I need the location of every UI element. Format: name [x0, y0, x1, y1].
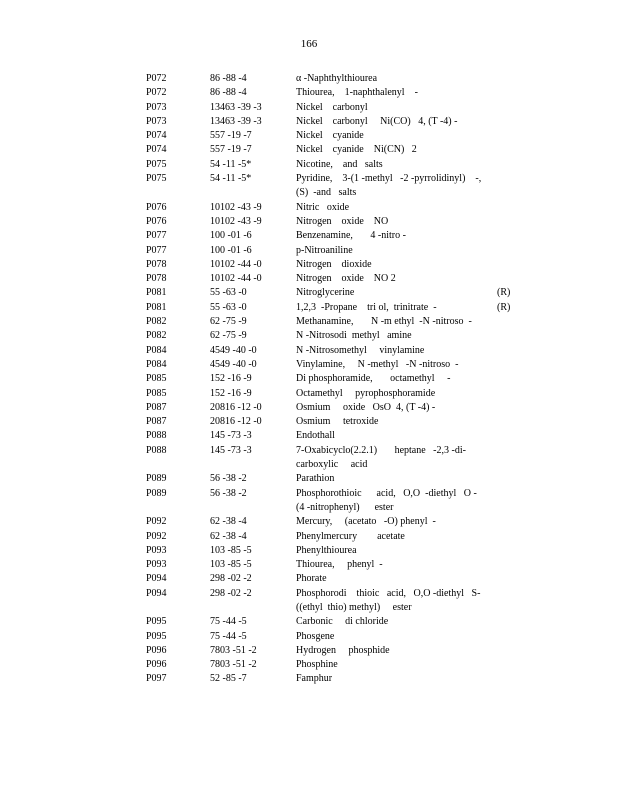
- substance-name: α -Naphthylthiourea: [296, 73, 378, 84]
- reactivity-flag: (R): [497, 287, 511, 299]
- cas-number: 62 -38 -4: [210, 516, 247, 528]
- table-row: [146, 158, 526, 172]
- cas-number: 62 -75 -9: [210, 316, 247, 328]
- table-row: [146, 215, 526, 229]
- waste-code: P082: [146, 316, 167, 328]
- waste-code: P078: [146, 258, 167, 270]
- substance-name: Nickel cyanide: [296, 130, 364, 142]
- table-row: [146, 329, 526, 343]
- waste-code: P096: [146, 644, 167, 656]
- table-row: [146, 201, 526, 215]
- substance-name: N -Nitrosodi methyl amine: [296, 330, 412, 342]
- substance-name: Benzenamine, 4 -nitro -: [296, 230, 406, 242]
- table-row: [146, 101, 526, 115]
- waste-code: P076: [146, 215, 167, 227]
- waste-code: P088: [146, 444, 167, 456]
- table-row: [146, 530, 526, 544]
- waste-code: P088: [146, 430, 167, 442]
- waste-code: P097: [146, 673, 167, 685]
- table-row: [146, 72, 526, 86]
- substance-name: Di phosphoramide, octamethyl -: [296, 373, 451, 385]
- substance-name: Famphur: [296, 673, 333, 685]
- substance-name: Nitroglycerine: [296, 287, 355, 299]
- table-row: [146, 644, 526, 658]
- substance-name: Endothall: [296, 430, 335, 442]
- waste-code: P082: [146, 330, 167, 342]
- cas-number: 52 -85 -7: [210, 673, 247, 685]
- waste-code: P072: [146, 73, 167, 84]
- cas-number: 10102 -43 -9: [210, 215, 262, 227]
- substance-name: Octamethyl pyrophosphoramide: [296, 387, 436, 399]
- table-row: [146, 172, 526, 201]
- table-row: [146, 129, 526, 143]
- cas-number: 75 -44 -5: [210, 630, 247, 642]
- substance-name: Vinylamine, N -methyl -N -nitroso -: [296, 358, 459, 370]
- substance-name: Nickel carbonyl: [296, 101, 368, 113]
- cas-number: 54 -11 -5*: [210, 173, 252, 185]
- substance-name: Phosphorothioic acid, O,O -diethyl O - (4 -nitrophenyl) ester: [296, 487, 477, 513]
- waste-code: P084: [146, 344, 167, 356]
- reactivity-flag: (R): [497, 301, 511, 313]
- substance-name: Mercury, (acetato -O) phenyl -: [296, 516, 436, 528]
- table-row: [146, 86, 526, 100]
- substance-name: Nicotine, and salts: [296, 158, 383, 170]
- substance-name: Thiourea, 1-naphthalenyl -: [296, 87, 418, 99]
- table-row: [146, 286, 526, 300]
- table-row: [146, 301, 526, 315]
- cas-number: 4549 -40 -0: [210, 344, 257, 356]
- cas-number: 56 -38 -2: [210, 487, 247, 499]
- cas-number: 7803 -51 -2: [210, 644, 257, 656]
- waste-code: P078: [146, 273, 167, 285]
- cas-number: 13463 -39 -3: [210, 115, 262, 127]
- cas-number: 55 -63 -0: [210, 287, 247, 299]
- substance-name: Phenylmercury acetate: [296, 530, 405, 542]
- waste-code: P089: [146, 473, 167, 485]
- waste-code: P085: [146, 387, 167, 399]
- waste-code: P094: [146, 573, 167, 585]
- cas-number: 86 -88 -4: [210, 87, 247, 99]
- cas-number: 100 -01 -6: [210, 230, 252, 242]
- table-row: [146, 315, 526, 329]
- waste-code: P092: [146, 530, 167, 542]
- table-row: [146, 572, 526, 586]
- hazardous-waste-table: [146, 72, 526, 687]
- table-row: [146, 630, 526, 644]
- cas-number: 86 -88 -4: [210, 73, 247, 84]
- waste-code: P087: [146, 416, 167, 428]
- substance-name: Nitrogen oxide NO: [296, 215, 389, 227]
- substance-name: Osmium tetroxide: [296, 416, 379, 428]
- waste-code: P074: [146, 130, 167, 142]
- waste-code: P087: [146, 401, 167, 413]
- cas-number: 4549 -40 -0: [210, 358, 257, 370]
- waste-code: P084: [146, 358, 167, 370]
- cas-number: 557 -19 -7: [210, 130, 252, 142]
- cas-number: 152 -16 -9: [210, 387, 252, 399]
- substance-name: Methanamine, N -m ethyl -N -nitroso -: [296, 316, 472, 328]
- cas-number: 75 -44 -5: [210, 616, 247, 628]
- cas-number: 100 -01 -6: [210, 244, 252, 256]
- cas-number: 20816 -12 -0: [210, 416, 262, 428]
- table-row: [146, 487, 526, 516]
- cas-number: 10102 -44 -0: [210, 273, 262, 285]
- table-row: [146, 515, 526, 529]
- waste-code: P073: [146, 115, 167, 127]
- substance-name: 1,2,3 -Propane tri ol, trinitrate -: [296, 301, 437, 313]
- waste-code: P076: [146, 201, 167, 213]
- table-row: [146, 672, 526, 686]
- cas-number: 13463 -39 -3: [210, 101, 262, 113]
- cas-number: 152 -16 -9: [210, 373, 252, 385]
- table-row: [146, 244, 526, 258]
- table-row: [146, 401, 526, 415]
- substance-name: Nickel carbonyl Ni(CO) 4, (T -4) -: [296, 115, 458, 127]
- table-row: [146, 143, 526, 157]
- waste-code: P072: [146, 87, 167, 99]
- table-row: [146, 587, 526, 616]
- cas-number: 20816 -12 -0: [210, 401, 262, 413]
- table-row: [146, 358, 526, 372]
- table-row: [146, 415, 526, 429]
- waste-code: P074: [146, 144, 167, 156]
- table-row: [146, 472, 526, 486]
- waste-code: P092: [146, 516, 167, 528]
- substance-name: Phosphorodi thioic acid, O,O -diethyl S- ((ethyl thio) methyl) ester: [296, 587, 481, 613]
- cas-number: 55 -63 -0: [210, 301, 247, 313]
- cas-number: 557 -19 -7: [210, 144, 252, 156]
- table-row: [146, 372, 526, 386]
- substance-name: Phenylthiourea: [296, 544, 357, 556]
- substance-name: Nitrogen dioxide: [296, 258, 372, 270]
- cas-number: 145 -73 -3: [210, 430, 252, 442]
- table-row: [146, 272, 526, 286]
- waste-code: P093: [146, 559, 167, 571]
- substance-name: N -Nitrosomethyl vinylamine: [296, 344, 425, 356]
- table-row: [146, 615, 526, 629]
- substance-name: Phorate: [296, 573, 327, 585]
- page-number: 166: [300, 38, 318, 50]
- substance-name: p-Nitroaniline: [296, 244, 353, 256]
- table-row: [146, 429, 526, 443]
- substance-name: Pyridine, 3-(1 -methyl -2 -pyrrolidinyl) -, (S) -and salts: [296, 173, 482, 199]
- cas-number: 103 -85 -5: [210, 544, 252, 556]
- substance-name: Thiourea, phenyl -: [296, 559, 383, 571]
- substance-name: 7-Oxabicyclo(2.2.1) heptane -2,3 -di- carboxylic acid: [296, 444, 466, 471]
- waste-code: P073: [146, 101, 167, 113]
- waste-code: P077: [146, 230, 167, 242]
- waste-code: P081: [146, 301, 167, 313]
- table-row: [146, 387, 526, 401]
- substance-name: Phosgene: [296, 630, 335, 642]
- table-row: [146, 658, 526, 672]
- cas-number: 62 -38 -4: [210, 530, 247, 542]
- waste-code: P081: [146, 287, 167, 299]
- waste-code: P077: [146, 244, 167, 256]
- table-row: [146, 229, 526, 243]
- waste-code: P075: [146, 158, 167, 170]
- cas-number: 298 -02 -2: [210, 587, 252, 599]
- cas-number: 54 -11 -5*: [210, 158, 252, 170]
- cas-number: 10102 -43 -9: [210, 201, 262, 213]
- table-row: [146, 258, 526, 272]
- substance-name: Nitric oxide: [296, 201, 350, 213]
- substance-name: Parathion: [296, 473, 335, 485]
- substance-name: Hydrogen phosphide: [296, 644, 390, 656]
- waste-code: P075: [146, 173, 167, 185]
- waste-code: P089: [146, 487, 167, 499]
- waste-code: P094: [146, 587, 167, 599]
- cas-number: 298 -02 -2: [210, 573, 252, 585]
- cas-number: 7803 -51 -2: [210, 659, 257, 671]
- table-row: [146, 344, 526, 358]
- table-row: [146, 115, 526, 129]
- waste-code: P095: [146, 630, 167, 642]
- table-row: [146, 444, 526, 473]
- waste-code: P085: [146, 373, 167, 385]
- table-row: [146, 558, 526, 572]
- waste-code: P095: [146, 616, 167, 628]
- cas-number: 56 -38 -2: [210, 473, 247, 485]
- substance-name: Nitrogen oxide NO 2: [296, 273, 396, 285]
- waste-code: P096: [146, 659, 167, 671]
- substance-name: Phosphine: [296, 659, 338, 671]
- cas-number: 145 -73 -3: [210, 444, 252, 456]
- waste-code: P093: [146, 544, 167, 556]
- substance-name: Osmium oxide OsO 4, (T -4) -: [296, 401, 436, 413]
- cas-number: 10102 -44 -0: [210, 258, 262, 270]
- substance-name: Nickel cyanide Ni(CN) 2: [296, 144, 417, 156]
- table-row: [146, 544, 526, 558]
- cas-number: 62 -75 -9: [210, 330, 247, 342]
- substance-name: Carbonic di chloride: [296, 616, 389, 628]
- cas-number: 103 -85 -5: [210, 559, 252, 571]
